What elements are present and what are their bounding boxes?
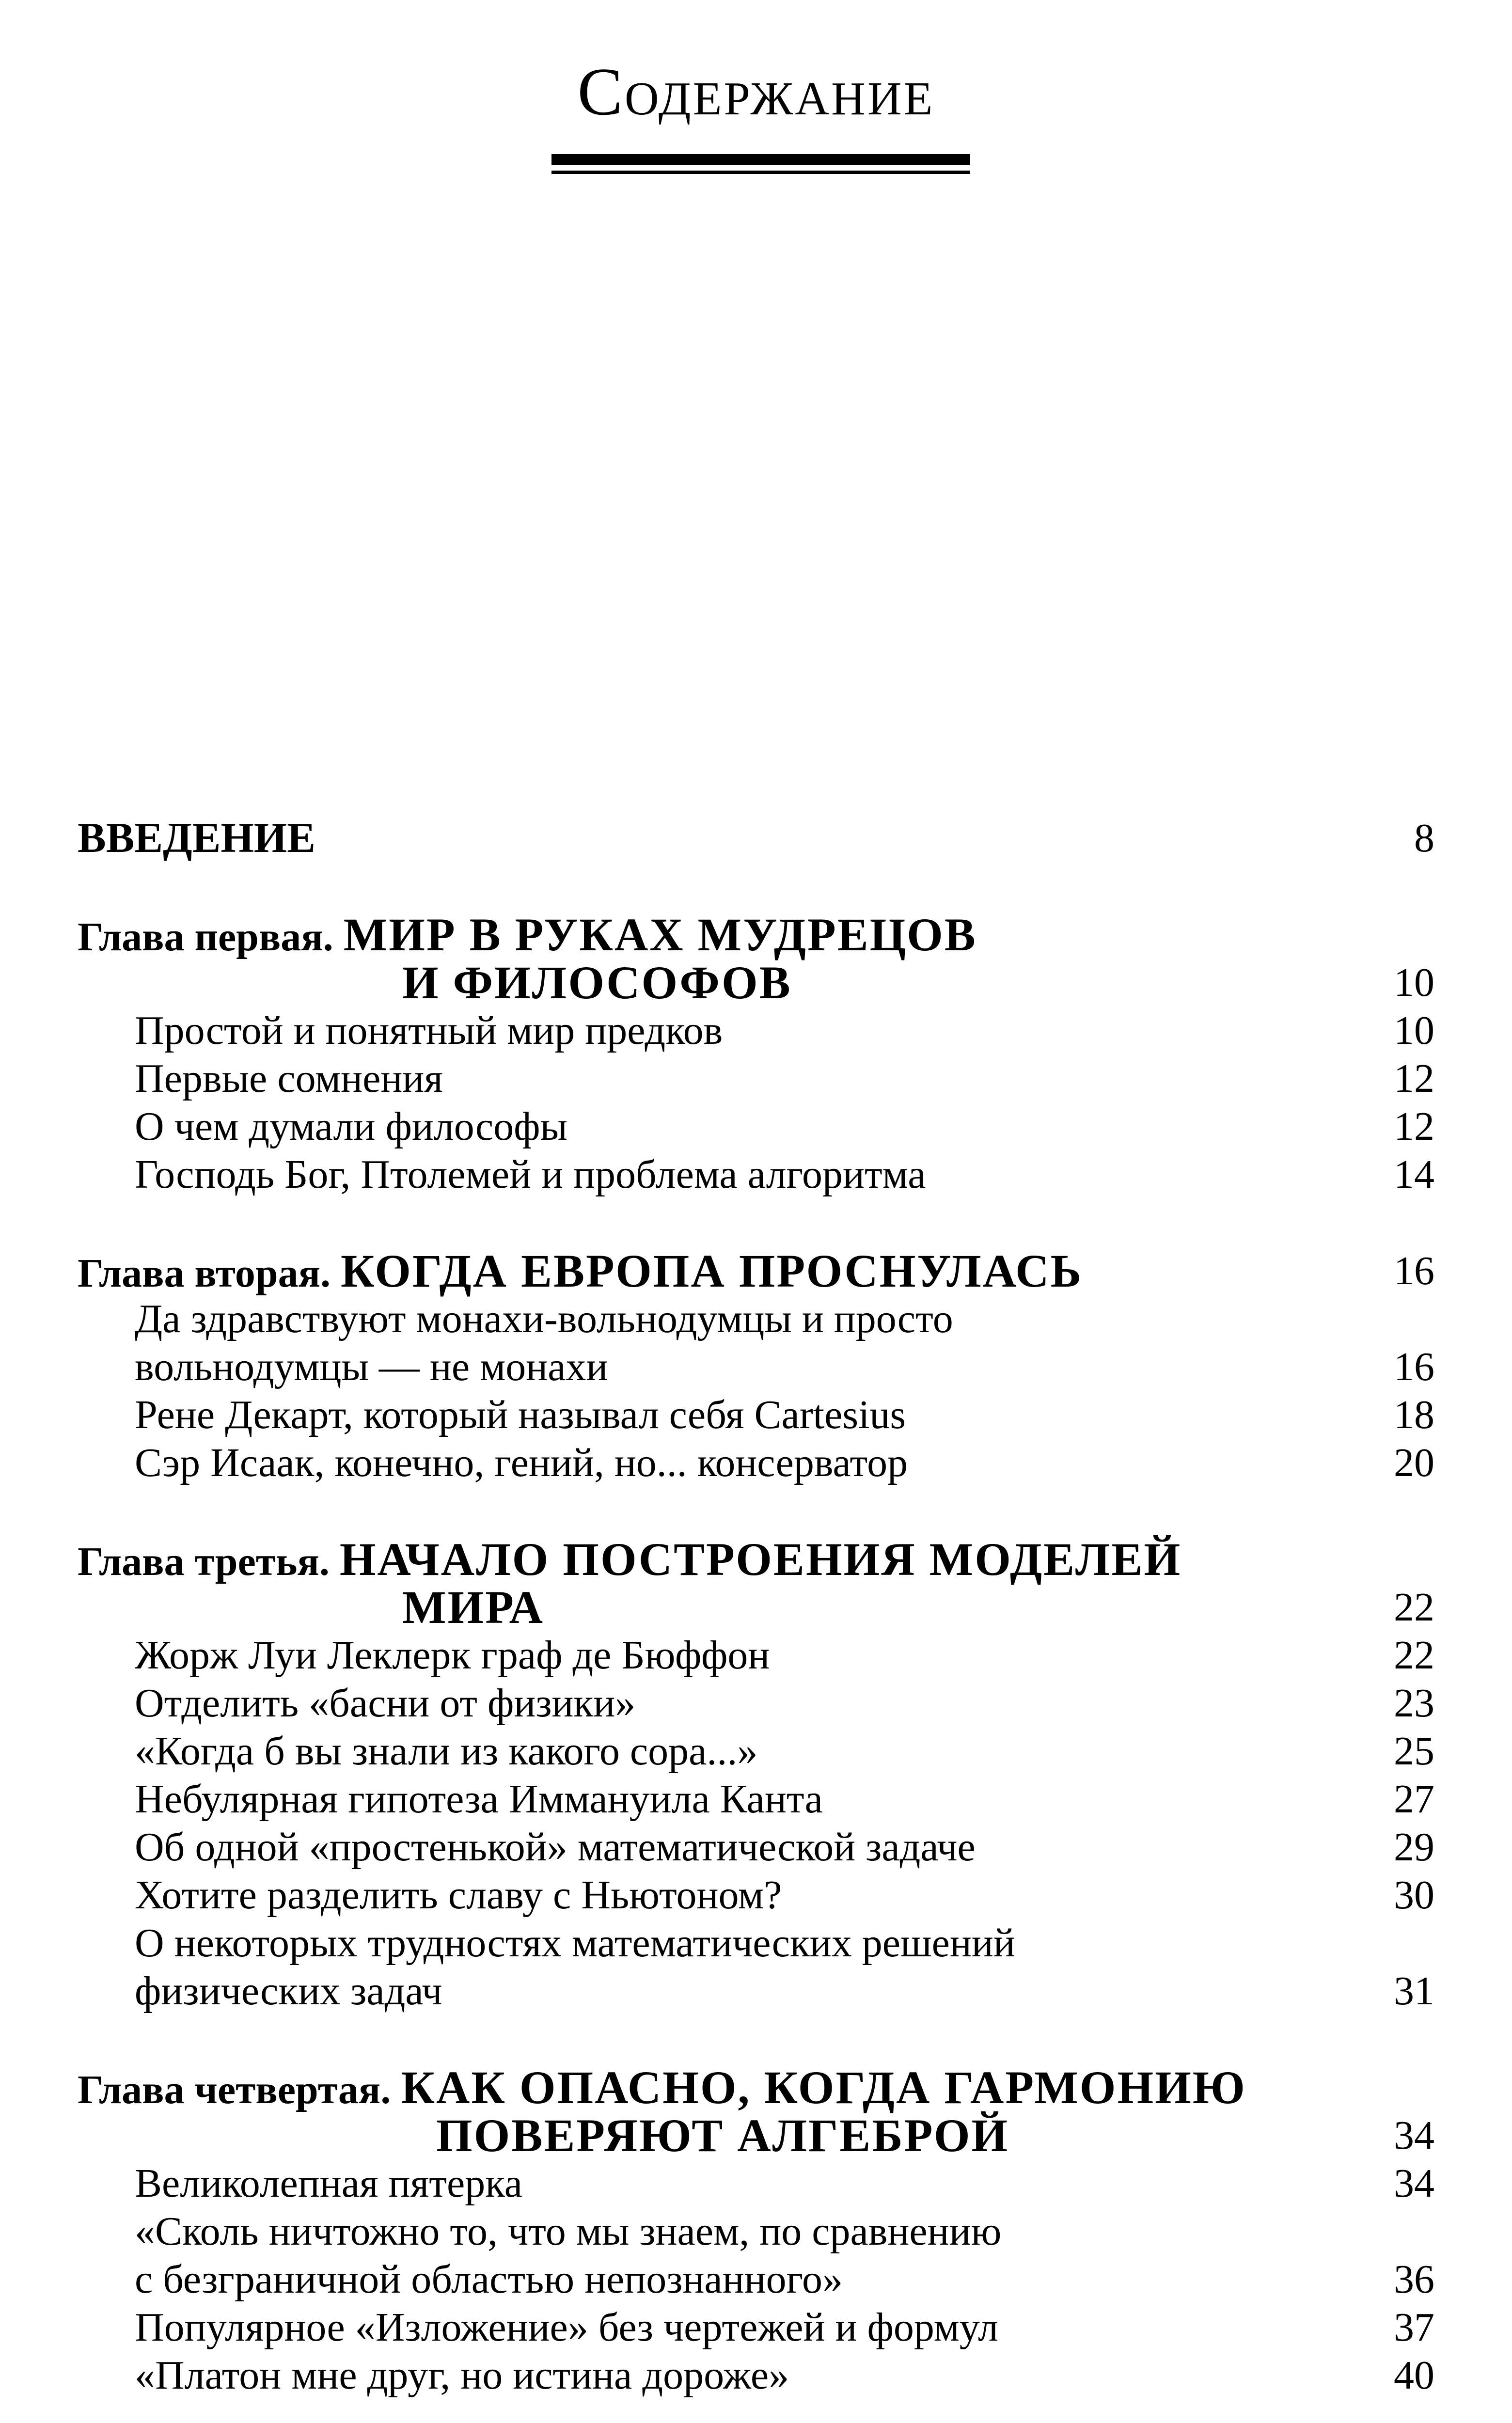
toc-section-title: Популярное «Изложение» без чертежей и формул	[135, 2305, 999, 2350]
spacer	[78, 862, 1434, 911]
toc-page-number: 22	[1394, 1633, 1434, 1678]
toc-section[interactable]	[78, 1631, 1434, 1679]
toc-section-title: «Платон мне друг, но истина дороже»	[135, 2353, 789, 2398]
chapter-label: Глава первая.	[78, 914, 333, 960]
toc-section-title: Великолепная пятерка	[135, 2161, 523, 2206]
toc-page-number: 31	[1394, 1968, 1434, 2014]
toc-section[interactable]	[78, 1343, 1434, 1391]
chapter-title: МИР В РУКАХ МУДРЕЦОВ	[343, 909, 977, 960]
toc-section[interactable]	[78, 1007, 1434, 1054]
chapter-label: Глава четвертая.	[78, 2067, 391, 2112]
toc-page-number: 36	[1394, 2257, 1434, 2302]
spacer	[78, 2015, 1434, 2063]
toc-page-number: 12	[1394, 1056, 1434, 1101]
toc-section[interactable]	[78, 2207, 1434, 2255]
toc-section[interactable]	[78, 1295, 1434, 1343]
toc-section[interactable]	[78, 1391, 1434, 1439]
toc-section-title: Первые сомнения	[135, 1056, 443, 1101]
toc-page-number: 25	[1394, 1729, 1434, 1774]
toc-page-number: 16	[1394, 1248, 1434, 1293]
toc-page-number: 29	[1394, 1825, 1434, 1870]
toc-section[interactable]	[78, 1439, 1434, 1487]
toc-section-title: Небулярная гипотеза Иммануила Канта	[135, 1777, 823, 1822]
chapter-title-cont: ПОВЕРЯЮТ АЛГЕБРОЙ	[436, 2109, 1009, 2161]
chapter-title-cont: МИРА	[402, 1581, 544, 1633]
toc-chapter-4-heading[interactable]	[78, 2063, 1434, 2111]
toc-section-title: Да здравствуют монахи-вольнодумцы и просто	[135, 1296, 953, 1341]
toc-chapter-1-heading[interactable]	[78, 911, 1434, 959]
toc-section-title: «Сколь ничтожно то, что мы знаем, по сравнению	[135, 2209, 1002, 2254]
toc-section[interactable]	[78, 1823, 1434, 1871]
toc-entry-title: ВВЕДЕНИЕ	[78, 815, 315, 862]
toc-chapter-3-heading-cont[interactable]	[78, 1583, 1434, 1631]
toc-section[interactable]	[78, 1871, 1434, 1919]
chapter-label: Глава вторая.	[78, 1251, 331, 1296]
toc-section-title: Об одной «простенькой» математической задаче	[135, 1825, 976, 1870]
toc-section-title: Рене Декарт, который называл себя Cartesius	[135, 1392, 906, 1437]
title-rule-thin	[551, 171, 970, 174]
toc-page-number: 10	[1394, 960, 1434, 1005]
chapter-title-cont: И ФИЛОСОФОВ	[402, 957, 792, 1008]
toc-section[interactable]	[78, 1775, 1434, 1823]
toc-section-title: Простой и понятный мир предков	[135, 1008, 723, 1053]
toc-page-number: 8	[1414, 816, 1434, 861]
chapter-title: КОГДА ЕВРОПА ПРОСНУЛАСЬ	[341, 1245, 1083, 1297]
toc-section-title: Жорж Луи Леклерк граф де Бюффон	[135, 1633, 770, 1678]
toc-page-number: 16	[1394, 1344, 1434, 1389]
toc-chapter-3-heading[interactable]	[78, 1535, 1434, 1583]
spacer	[78, 1198, 1434, 1247]
toc-section-title: вольнодумцы — не монахи	[135, 1344, 608, 1389]
toc-section[interactable]	[78, 1967, 1434, 2015]
chapter-label: Глава третья.	[78, 1539, 330, 1584]
toc-page-number: 34	[1394, 2161, 1434, 2206]
toc-section[interactable]	[78, 2303, 1434, 2351]
toc-section-title: физических задач	[135, 1968, 442, 2014]
title-rule-thick	[551, 154, 970, 165]
toc-section[interactable]	[78, 1679, 1434, 1727]
toc-section[interactable]	[78, 2255, 1434, 2303]
toc-page-number: 37	[1394, 2305, 1434, 2350]
toc-page-number: 30	[1394, 1872, 1434, 1918]
toc-section[interactable]	[78, 1150, 1434, 1198]
toc-section-title: с безграничной областью непознанного»	[135, 2257, 843, 2302]
table-of-contents	[78, 814, 1434, 2399]
toc-section[interactable]	[78, 2351, 1434, 2399]
toc-section-title: О чем думали философы	[135, 1104, 567, 1149]
toc-page-number: 14	[1394, 1152, 1434, 1197]
chapter-title: КАК ОПАСНО, КОГДА ГАРМОНИЮ	[401, 2061, 1246, 2113]
toc-entry-intro[interactable]	[78, 814, 1434, 862]
toc-page-number: 23	[1394, 1681, 1434, 1726]
toc-page-number: 22	[1394, 1585, 1434, 1630]
toc-section[interactable]	[78, 1102, 1434, 1150]
toc-section-title: Сэр Исаак, конечно, гений, но... консерватор	[135, 1440, 908, 1485]
toc-page-number: 40	[1394, 2353, 1434, 2398]
toc-page-number: 12	[1394, 1104, 1434, 1149]
page-title: Содержание	[577, 54, 935, 129]
toc-section-title: «Когда б вы знали из какого сора...»	[135, 1729, 758, 1774]
toc-section[interactable]	[78, 1919, 1434, 1967]
toc-page-number: 18	[1394, 1392, 1434, 1437]
toc-chapter-4-heading-cont[interactable]	[78, 2111, 1434, 2159]
toc-section[interactable]	[78, 1727, 1434, 1775]
toc-chapter-2-heading[interactable]	[78, 1247, 1434, 1295]
toc-section-title: Хотите разделить славу с Ньютоном?	[135, 1872, 782, 1918]
toc-page-number: 20	[1394, 1440, 1434, 1485]
chapter-title: НАЧАЛО ПОСТРОЕНИЯ МОДЕЛЕЙ	[339, 1533, 1182, 1585]
toc-page-number: 27	[1394, 1777, 1434, 1822]
toc-page-number: 34	[1394, 2113, 1434, 2158]
toc-section[interactable]	[78, 1054, 1434, 1102]
spacer	[78, 1487, 1434, 1535]
toc-chapter-1-heading-cont[interactable]	[78, 959, 1434, 1007]
toc-section[interactable]	[78, 2159, 1434, 2207]
toc-page-number: 10	[1394, 1008, 1434, 1053]
toc-section-title: О некоторых трудностях математических решений	[135, 1920, 1015, 1966]
toc-section-title: Господь Бог, Птолемей и проблема алгоритма	[135, 1152, 926, 1197]
toc-section-title: Отделить «басни от физики»	[135, 1681, 636, 1726]
